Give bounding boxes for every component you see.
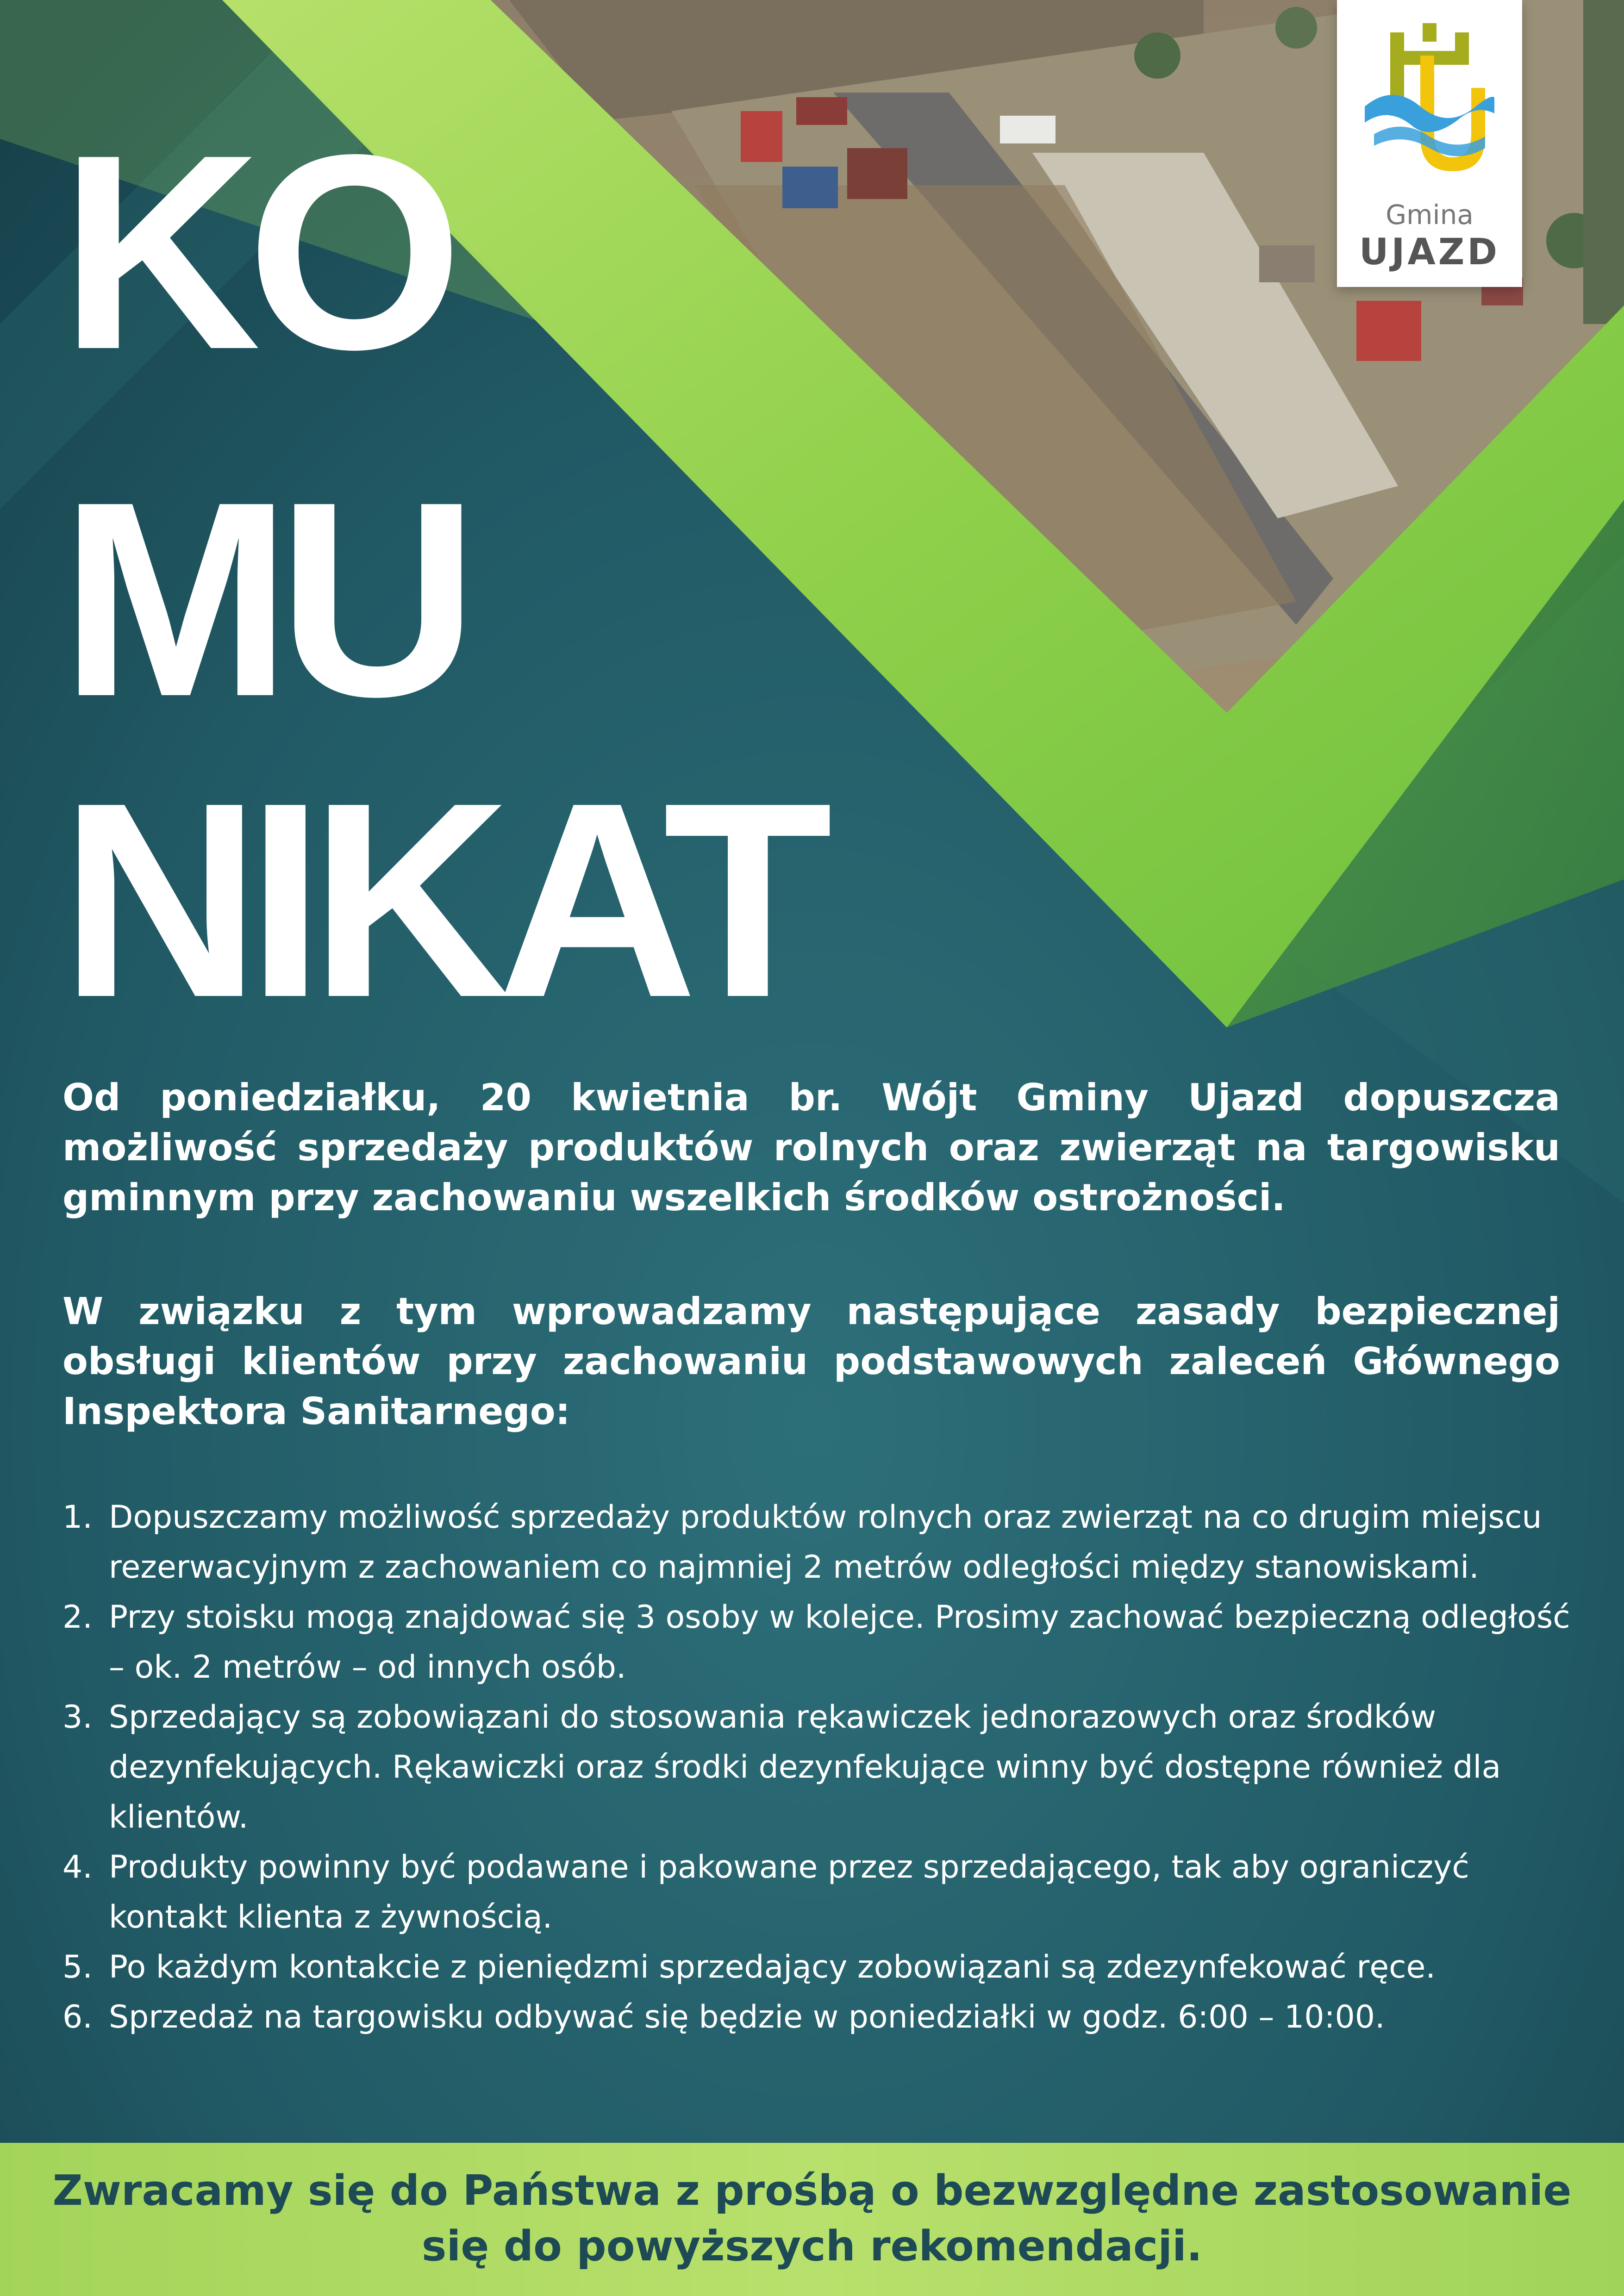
gmina-ujazd-logo xyxy=(1337,0,1522,287)
list-item xyxy=(62,1842,1581,1942)
list-item xyxy=(62,1692,1581,1842)
list-item-number: 4. xyxy=(62,1849,93,1885)
list-item-text: Przy stoisku mogą znajdować się 3 osoby w kolejce. Prosimy zachować bezpieczną odległość – ok. 2 metrów – od innych osób. xyxy=(109,1599,1570,1686)
list-item xyxy=(62,1992,1581,2042)
list-item-text: Sprzedaż na targowisku odbywać się będzie w poniedziałki w godz. 6:00 – 10:00. xyxy=(109,1999,1385,2035)
list-item-text: Sprzedający są zobowiązani do stosowania rękawiczek jednorazowych oraz środków dezynfekujących. Rękawiczki oraz środki dezynfekujące winny być dostępne również dla klientów. xyxy=(109,1699,1501,1836)
intro-paragraph-1: Od poniedziałku, 20 kwietnia br. Wójt Gminy Ujazd dopuszcza możliwość sprzedaży produktów rolnych oraz zwierząt na targowisku gminnym przy zachowaniu wszelkich środków ostrożności. xyxy=(62,1076,1560,1219)
list-item-text: Dopuszczamy możliwość sprzedaży produktów rolnych oraz zwierząt na co drugim miejscu rezerwacyjnym z zachowaniem co najmniej 2 metrów odległości między stanowiskami. xyxy=(109,1499,1542,1586)
footer-line-2: się do powyższych rekomendacji. xyxy=(421,2222,1203,2271)
footer-banner xyxy=(0,2143,1624,2296)
title-line-1: KO xyxy=(60,97,449,407)
logo-text-gmina: Gmina xyxy=(1386,199,1474,230)
list-item xyxy=(62,1493,1581,1593)
title-line-2: MU xyxy=(60,444,465,754)
list-item-text: Produkty powinny być podawane i pakowane przez sprzedającego, tak aby ograniczyć kontakt klienta z żywnością. xyxy=(109,1849,1469,1935)
logo-text-ujazd: UJAZD xyxy=(1359,231,1500,273)
list-item-number: 5. xyxy=(62,1949,93,1985)
rules-list xyxy=(62,1493,1581,2042)
list-item-number: 1. xyxy=(62,1499,93,1536)
list-item xyxy=(62,1593,1581,1692)
list-item-number: 6. xyxy=(62,1999,93,2035)
crest-icon xyxy=(1365,19,1494,194)
list-item xyxy=(62,1942,1581,1992)
list-item-number: 3. xyxy=(62,1699,93,1736)
footer-line-1: Zwracamy się do Państwa z prośbą o bezwzględne zastosowanie xyxy=(52,2166,1572,2215)
list-item-number: 2. xyxy=(62,1599,93,1636)
intro-paragraph-2: W związku z tym wprowadzamy następujące zasady bezpiecznej obsługi klientów przy zachowaniu podstawowych zaleceń Głównego Inspektora Sanitarnego: xyxy=(62,1290,1560,1433)
title-line-3: NIKAT xyxy=(60,745,819,1055)
list-item-text: Po każdym kontakcie z pieniędzmi sprzedający zobowiązani są zdezynfekować ręce. xyxy=(109,1949,1436,1985)
